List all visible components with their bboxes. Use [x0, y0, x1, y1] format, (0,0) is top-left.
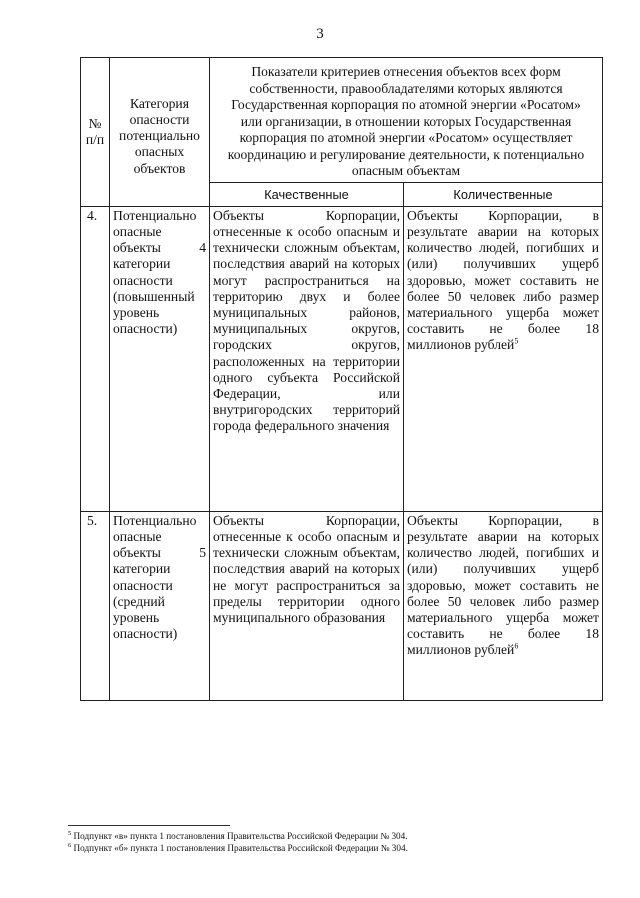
header-category-label: Категория опасности потенциально опасных объектов: [119, 95, 200, 176]
footnote-text: Подпункт «в» пункта 1 постановления Правительства Российской Федерации № 304.: [73, 831, 408, 841]
header-qualitative: [210, 182, 404, 206]
footnote-number: 6: [68, 841, 72, 849]
header-category: [110, 58, 210, 207]
row-quantitative-text: Объекты Корпорации, в результате аварии на которых количество людей, погибших и (или) получивших ущерб здоровью, может составить не более 50 человек либо размер материального ущерба может составить не более 18 миллионов рублей: [407, 512, 599, 658]
header-number-label: № п/п: [85, 115, 105, 147]
footnote-separator: [68, 825, 230, 826]
row-quantitative: [404, 511, 603, 700]
header-number: [81, 58, 110, 207]
row-category: Потенциально опасные объекты 5 категории опасности (средний уровень опасности): [110, 511, 210, 700]
row-number: 5.: [81, 511, 110, 700]
table-row: [81, 511, 603, 700]
footnote: [68, 830, 608, 842]
header-criteria-label: Показатели критериев отнесения объектов всех форм собственности, правообладателями которых являются Государственная корпорация по атомной энергии «Росатом» или организации, в отношении которых Государственная корпорация по атомной энергии «Росатом» осуществляет координацию и регулирование деятельности, к потенциально опасным объектам: [227, 64, 585, 178]
row-quantitative: [404, 206, 603, 511]
header-criteria: [210, 58, 603, 183]
footnote-text: Подпункт «б» пункта 1 постановления Правительства Российской Федерации № 304.: [73, 843, 408, 853]
header-qualitative-label: Качественные: [264, 186, 349, 202]
criteria-table: [80, 57, 603, 701]
header-quantitative: [404, 182, 603, 206]
footnotes: [68, 830, 608, 854]
header-quantitative-label: Количественные: [453, 186, 553, 202]
table-header-row: [81, 58, 603, 183]
page-number: 3: [316, 26, 324, 42]
table-row: [81, 206, 603, 511]
row-quantitative-text: Объекты Корпорации, в результате аварии на которых количество людей, погибших и (или) получивших ущерб здоровью, может составить не более 50 человек либо размер материального ущерба может составить не более 18 миллионов рублей: [407, 207, 599, 353]
row-category: Потенциально опасные объекты 4 категории опасности (повышенный уровень опасности): [110, 206, 210, 511]
row-qualitative: Объекты Корпорации, отнесенные к особо опасным и технически сложным объектам, последствия аварий на которых могут распространиться на территорию двух и более муниципальных районов, муниципальных округов, городских округов, расположенных на территории одного субъекта Российской Федерации, или внутригородских территорий города федерального значения: [210, 206, 404, 511]
row-qualitative: Объекты Корпорации, отнесенные к особо опасным и технически сложным объектам, последствия аварий на которых не могут распространиться за пределы территории одного муниципального образования: [210, 511, 404, 700]
footnote-number: 5: [68, 829, 72, 837]
footnote-ref: 6: [514, 641, 519, 651]
footnote-ref: 5: [514, 336, 519, 346]
footnote: [68, 842, 608, 854]
row-number: 4.: [81, 206, 110, 511]
